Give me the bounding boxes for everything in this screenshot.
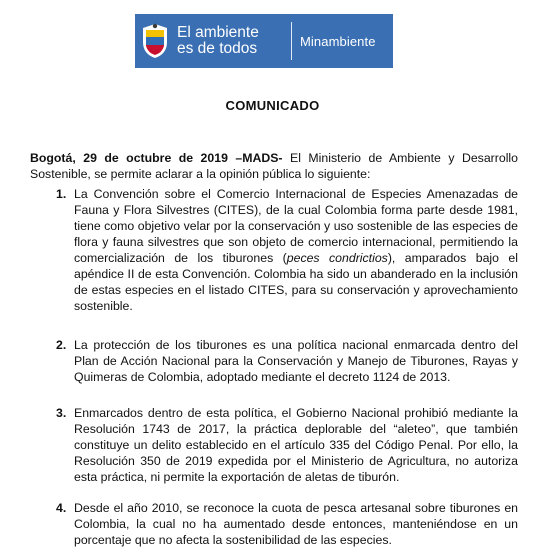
- ministry-logo: [135, 14, 393, 68]
- list-item-number: 2.: [56, 338, 67, 352]
- list-item-text: Desde el año 2010, se reconoce la cuota de pesca artesanal sobre tiburones en Colombia, la cual no ha aumentado desde entonces, manteniéndose en un porcentaje que no afecta la sostenibilidad de las especies.: [74, 501, 518, 547]
- list-item-text-part: ), amparados bajo el apéndice II de esta Convención. Colombia ha sido un abanderado en la inclusión de estas especies en el listado CITES, para su conservación y aprovechamiento sostenible.: [74, 251, 519, 313]
- list-item-italic: peces condrictios: [286, 251, 388, 265]
- list-item-text-part: La Convención sobre el Comercio Internacional de Especies Amenazadas de Fauna y Flora Silvestres (CITES), de la cual Colombia forma parte desde 1981, tiene como objetivo velar por la conservación y uso sostenible de las especies de flora y fauna silvestres que son objeto de comercio internacional, permitiendo la comercialización de los tiburones (: [74, 187, 518, 265]
- intro-dateline: Bogotá, 29 de octubre de 2019 –MADS-: [30, 151, 283, 165]
- list-item-number: 4.: [56, 501, 67, 515]
- document-title: COMUNICADO: [225, 98, 320, 113]
- logo-line-1: El ambiente: [177, 24, 259, 41]
- coat-of-arms-icon: [135, 14, 175, 68]
- list-item-text: Enmarcados dentro de esta política, el Gobierno Nacional prohibió mediante la Resolución 1743 de 2017, la práctica deplorable del “aleteo”, que también constituye un delito establecido en el artículo 335 del Código Penal. Por ello, la Resolución 350 de 2019 expedida por el Ministerio de Agricultura, no autoriza esta práctica, ni permite la exportación de aletas de tiburón.: [74, 406, 518, 484]
- intro-text: El Ministerio de Ambiente y Desarrollo Sostenible, se permite aclarar a la opinión pública lo siguiente:: [30, 151, 519, 181]
- logo-ministry-name: Minambiente: [300, 33, 376, 49]
- list-item-text: La protección de los tiburones es una política nacional enmarcada dentro del Plan de Acción Nacional para la Conservación y Manejo de Tiburones, Rayas y Quimeras de Colombia, adoptado mediante el decreto 1124 de 2013.: [74, 338, 518, 384]
- list-item-number: 1.: [56, 187, 67, 201]
- logo-line-2: es de todos: [177, 40, 258, 57]
- list-item-text: [74, 186, 518, 314]
- logo-divider: [291, 22, 292, 60]
- intro-paragraph: [30, 150, 518, 182]
- list-item-number: 3.: [56, 406, 67, 420]
- logo-slogan: [177, 25, 287, 57]
